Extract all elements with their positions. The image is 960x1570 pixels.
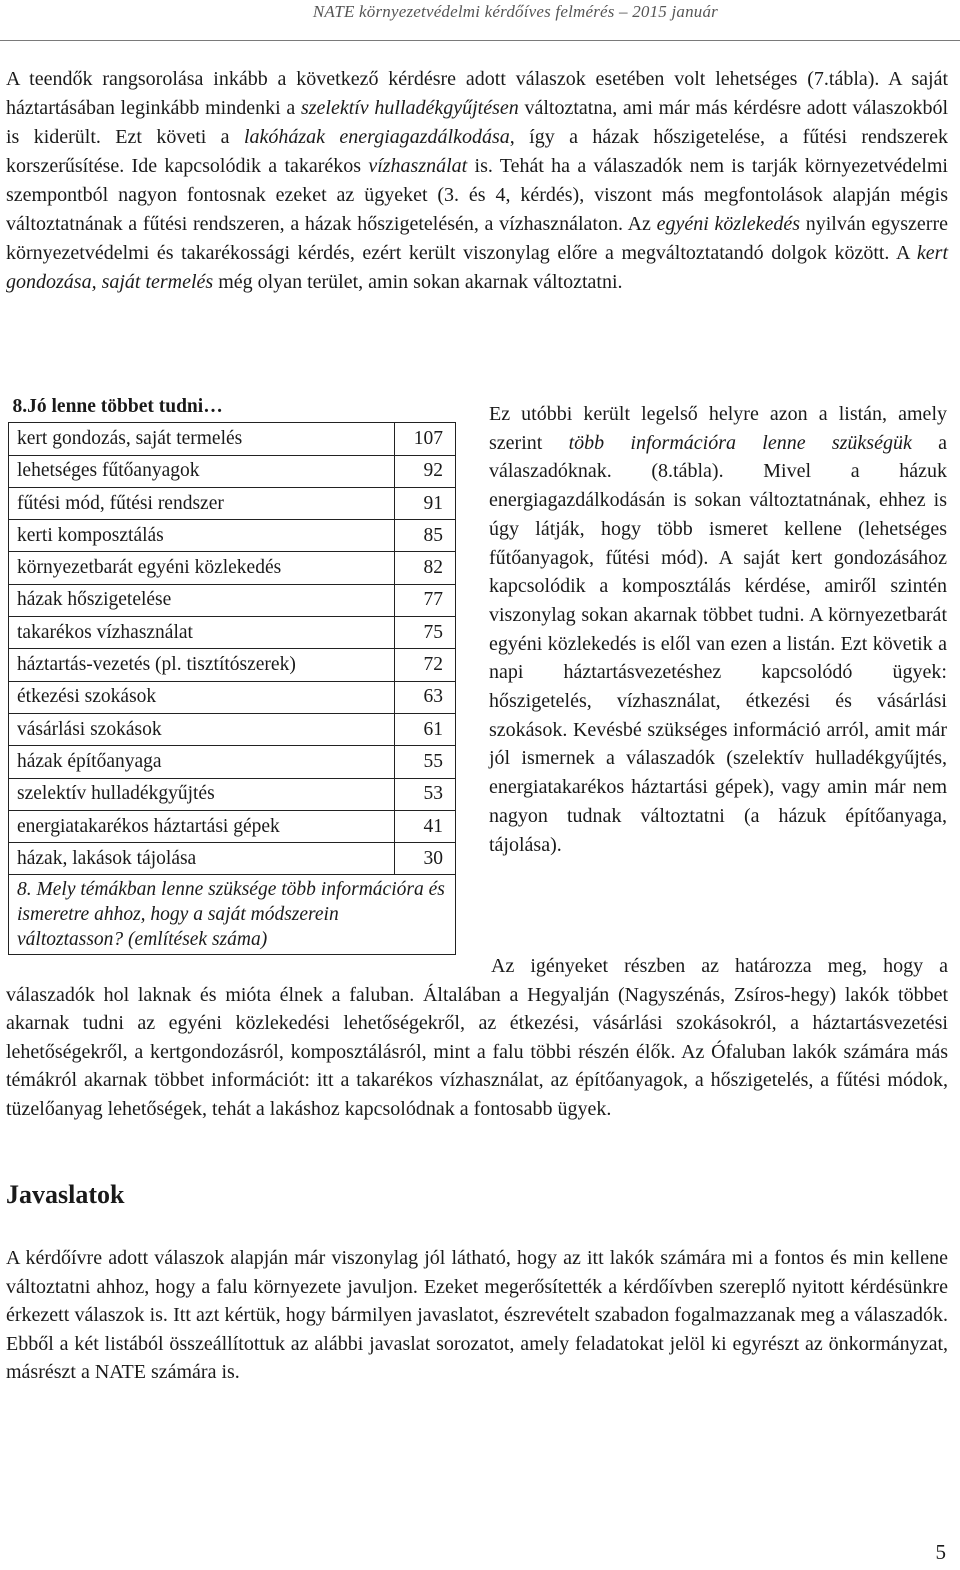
table-row	[9, 746, 456, 778]
row-label: étkezési szokások	[9, 681, 395, 713]
row-label: takarékos vízhasználat	[9, 617, 395, 649]
row-label: környezetbarát egyéni közlekedés	[9, 552, 395, 584]
table-row	[9, 423, 456, 455]
row-label: vásárlási szokások	[9, 713, 395, 745]
table-row	[9, 584, 456, 616]
table-row	[9, 713, 456, 745]
row-label: kert gondozás, saját termelés	[9, 423, 395, 455]
row-label: szelektív hulladékgyűjtés	[9, 778, 395, 810]
row-value: 41	[395, 810, 456, 842]
row-label: házak, lakások tájolása	[9, 843, 395, 875]
section-heading: Javaslatok	[6, 1180, 125, 1209]
table-row	[9, 681, 456, 713]
table-row	[9, 778, 456, 810]
row-value: 72	[395, 649, 456, 681]
row-label: lehetséges fűtőanyagok	[9, 455, 395, 487]
table-row	[9, 552, 456, 584]
info-needs-table	[8, 391, 456, 955]
running-title: NATE környezetvédelmi kérdőíves felmérés – 2015 január	[312, 2, 718, 21]
row-label: fűtési mód, fűtési rendszer	[9, 487, 395, 519]
row-value: 75	[395, 617, 456, 649]
info-needs-table-wrapper	[8, 391, 456, 955]
paragraph-residence: Az igényeket részben az határozza meg, hogy a válaszadók hol laknak és mióta élnek a faluban. Általában a Hegyalján (Nagyszénás, Zsíros-hegy) lakók többet akarnak tudni az egyéni közlekedési lehetőségekről, az étkezési, vásárlási szokásokról, a háztartásvezetési lehetőségekről, a kertgondozásról, komposztálásról, mint a falu többi részén élők. Az Ófaluban lakók számára más témákról akarnak többet információt: itt a takarékos vízhasználat, az építőanyagok, a hőszigetelés, a fűtési módok, tüzelőanyag lehetőségek, tehát a lakáshoz kapcsolódnak a fontosabb ügyek.	[6, 955, 948, 1120]
table-title-row	[9, 391, 456, 423]
row-label: házak hőszigetelése	[9, 584, 395, 616]
table-row	[9, 617, 456, 649]
row-value: 30	[395, 843, 456, 875]
paragraph-priorities: A teendők rangsorolása inkább a következő kérdésre adott válaszok esetében volt lehetséges (7.tábla). A saját háztartásában leginkább mindenki a szelektív hulladékgyűjtésen változtatna, ami már más kérdésre adott válaszokból is kiderült. Ezt követi a lakóházak energiagazdálkodása, így a házak hőszigetelése, a fűtési rendszerek korszerűsítése. Ide kapcsolódik a takarékos vízhasználat is. Tehát ha a válaszadók nem is tarják környezetvédelmi szempontból nagyon fontosnak ezeket az ügyeket (3. és 4, kérdés), viszont más megfontolások alapján mégis változtatnának a fűtési rendszeren, a házak hőszigetelésén, a vízhasználaton. Az egyéni közlekedés nyilván egyszerre környezetvédelmi és takarékossági kérdés, ezért került viszonylag előre a megváltoztatandó dolgok között. A kert gondozása, saját termelés még olyan terület, amin sokan akarnak változtatni.	[6, 68, 949, 293]
row-label: házak építőanyaga	[9, 746, 395, 778]
table-caption-row	[9, 875, 456, 955]
table-row	[9, 843, 456, 875]
row-label: háztartás-vezetés (pl. tisztítószerek)	[9, 649, 395, 681]
table-row	[9, 487, 456, 519]
row-value: 91	[395, 487, 456, 519]
row-value: 92	[395, 455, 456, 487]
row-value: 85	[395, 520, 456, 552]
table-caption: 8. Mely témákban lenne szüksége több információra és ismeretre ahhoz, hogy a saját módszerein változtasson? (említések száma)	[9, 875, 456, 955]
table-row	[9, 455, 456, 487]
row-value: 53	[395, 778, 456, 810]
row-value: 63	[395, 681, 456, 713]
row-value: 107	[395, 423, 456, 455]
table-row	[9, 810, 456, 842]
paragraph-proposals: A kérdőívre adott válaszok alapján már viszonylag jól látható, hogy az itt lakók számára mi a fontos és min kellene változtatni ahhoz, hogy a falu környezete javuljon. Ezeket megerősítették a kérdőívben szereplő nyitott kérdésünkre érkezett válaszok is. Itt azt kértük, hogy bármilyen javaslatot, észrevételt szabadon fogalmazzanak meg a válaszadók. Ebből a két listából összeállítottuk az alábbi javaslat sorozatot, amely feladatokat jelöl ki egyrészt az önkormányzat, másrészt a NATE számára is.	[6, 1247, 948, 1384]
row-label: energiatakarékos háztartási gépek	[9, 810, 395, 842]
row-value: 82	[395, 552, 456, 584]
row-value: 55	[395, 746, 456, 778]
row-label: kerti komposztálás	[9, 520, 395, 552]
page-number: 5	[935, 1540, 946, 1564]
paragraph-side-text: Ez utóbbi került legelső helyre azon a listán, amely szerint több információra lenne szükségük a válaszadóknak. (8.tábla). Mivel a házuk energiagazdálkodásán is sokan változtatnának, ehhez is úgy látják, hogy több ismeret kellene (lehetséges fűtőanyagok, fűtési mód). A saját kert gondozásához kapcsolódik a komposztálás kérdése, amiről szintén viszonylag sokan akarnak többet tudni. A környezetbarát egyéni közlekedés is elől van ezen a listán. Ezt követik a napi háztartásvezetéshez kapcsolódó ügyek: hőszigetelés, vízhasználat, étkezési és vásárlási szokások. Kevésbé szükséges információ arról, amit már jól ismernek a válaszadók (szelektív hulladékgyűjtés, energiatakarékos háztartási gépek), vagy amin már nem nagyon tudnak változtatni (a házuk építőanyaga, tájolása).	[489, 403, 947, 856]
table-row	[9, 649, 456, 681]
table-row	[9, 520, 456, 552]
row-value: 77	[395, 584, 456, 616]
row-value: 61	[395, 713, 456, 745]
table-title: 8.Jó lenne többet tudni…	[9, 391, 456, 423]
page-header	[0, 0, 960, 41]
